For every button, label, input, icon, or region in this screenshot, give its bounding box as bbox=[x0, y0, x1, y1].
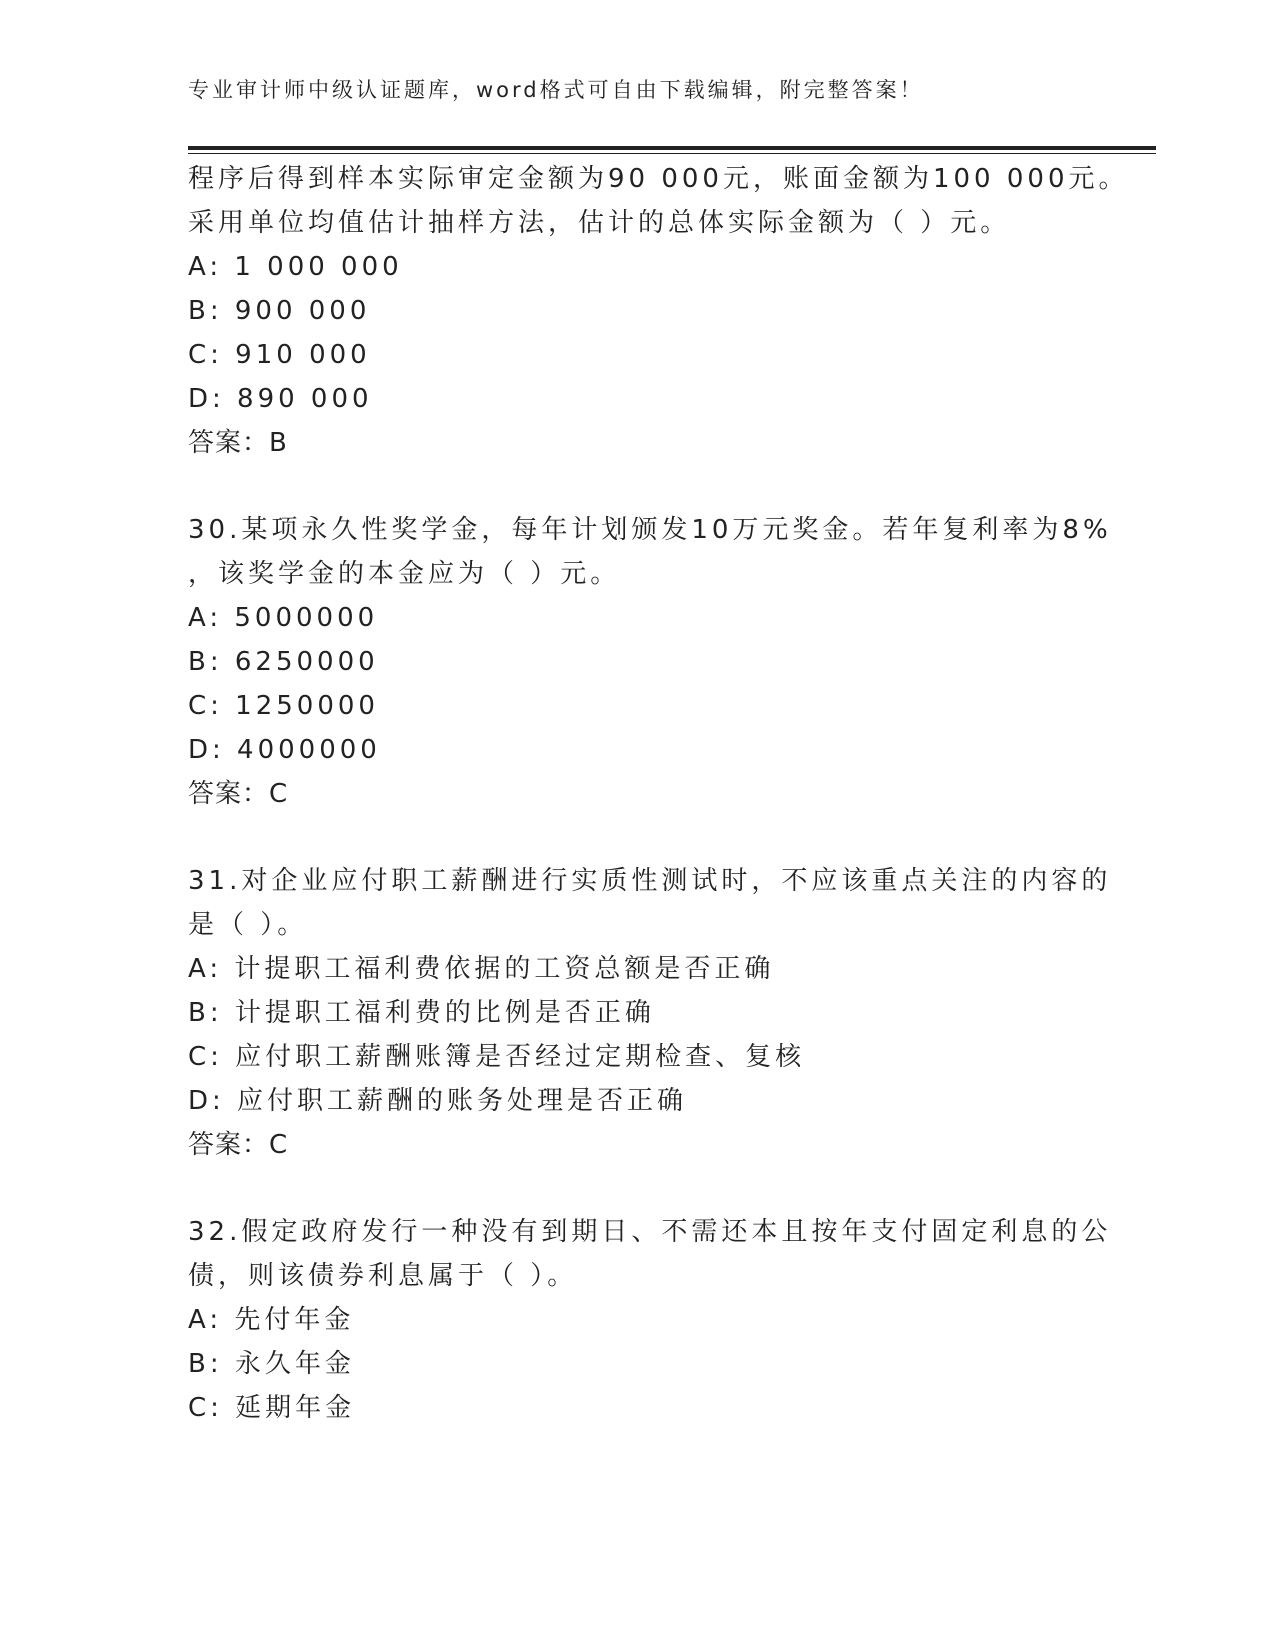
option-c: C: 910 000 bbox=[188, 340, 371, 370]
question-stem-line: 30.某项永久性奖学金，每年计划颁发10万元奖金。若年复利率为8% bbox=[188, 515, 1112, 545]
option-a: A: 先付年金 bbox=[188, 1305, 355, 1335]
question-stem-line: 采用单位均值估计抽样方法，估计的总体实际金额为（ ）元。 bbox=[188, 208, 1011, 238]
option-a: A: 计提职工福利费依据的工资总额是否正确 bbox=[188, 954, 775, 984]
option-a: A: 1 000 000 bbox=[188, 252, 403, 282]
answer: 答案：C bbox=[188, 779, 289, 809]
option-c: C: 延期年金 bbox=[188, 1393, 356, 1423]
question-stem-line: 31.对企业应付职工薪酬进行实质性测试时，不应该重点关注的内容的 bbox=[188, 866, 1112, 896]
option-b: B: 6250000 bbox=[188, 647, 379, 677]
answer: 答案：C bbox=[188, 1130, 289, 1160]
option-a: A: 5000000 bbox=[188, 603, 379, 633]
option-b: B: 永久年金 bbox=[188, 1349, 355, 1379]
option-d: D: 890 000 bbox=[188, 384, 373, 414]
option-c: C: 应付职工薪酬账簿是否经过定期检查、复核 bbox=[188, 1042, 806, 1072]
option-b: B: 计提职工福利费的比例是否正确 bbox=[188, 998, 655, 1028]
option-c: C: 1250000 bbox=[188, 691, 379, 721]
page-header: 专业审计师中级认证题库，word格式可自由下载编辑，附完整答案！ bbox=[188, 78, 924, 102]
option-d: D: 4000000 bbox=[188, 735, 381, 765]
option-d: D: 应付职工薪酬的账务处理是否正确 bbox=[188, 1086, 688, 1116]
header-rule-thin bbox=[188, 153, 1156, 154]
answer: 答案：B bbox=[188, 428, 288, 458]
header-rule-thick bbox=[188, 146, 1156, 150]
question-stem-line: 债，则该债券利息属于（ ）。 bbox=[188, 1261, 578, 1291]
question-stem-line: ，该奖学金的本金应为（ ）元。 bbox=[188, 559, 621, 589]
question-stem-line: 是（ ）。 bbox=[188, 910, 308, 940]
question-stem-line: 32.假定政府发行一种没有到期日、不需还本且按年支付固定利息的公 bbox=[188, 1217, 1112, 1247]
question-stem-line: 程序后得到样本实际审定金额为90 000元，账面金额为100 000元。 bbox=[188, 164, 1129, 194]
option-b: B: 900 000 bbox=[188, 296, 371, 326]
